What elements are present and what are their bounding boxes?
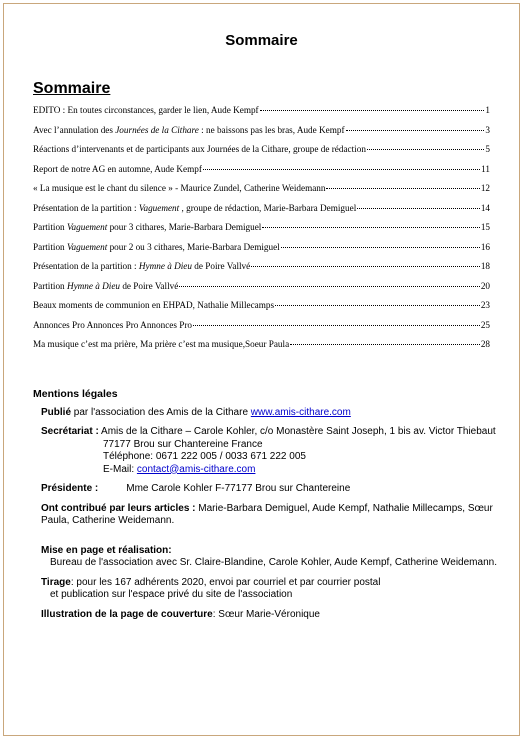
contributors: Ont contribué par leurs articles : Marie-Barbara Demiguel, Aude Kempf, Nathalie Millecamps, Sœur Paula, Catherine Weidemann. <box>41 502 493 526</box>
toc-item[interactable] <box>33 242 490 262</box>
toc-page-number: 1 <box>485 105 490 115</box>
toc-item-title: Avec l’annulation des Journées de la Cithare : ne baissons pas les bras, Aude Kempf <box>33 124 345 135</box>
toc-page-number: 5 <box>485 144 490 154</box>
leader-dots <box>281 247 480 248</box>
toc-heading: Sommaire <box>33 80 111 97</box>
layout-credits: Mise en page et réalisation: Bureau de l'association avec Sr. Claire-Blandine, Carole Kohler, Aude Kempf, Catherine Weidemann. <box>41 544 497 568</box>
legal-heading: Mentions légales <box>33 388 118 400</box>
leader-dots <box>275 305 480 306</box>
toc-item[interactable] <box>33 300 490 320</box>
leader-dots <box>290 344 480 345</box>
toc-item[interactable] <box>33 261 490 281</box>
toc-item-title: EDITO : En toutes circonstances, garder le lien, Aude Kempf <box>33 105 259 115</box>
toc-item-title: Partition Hymne à Dieu de Poire Vallvé <box>33 280 179 291</box>
toc-item-title: Réactions d’intervenants et de participants aux Journées de la Cithare, groupe de rédaction <box>33 144 366 154</box>
toc-item-title: Ma musique c’est ma prière, Ma prière c’est ma musique,Soeur Paula <box>33 339 290 349</box>
leader-dots <box>326 188 479 189</box>
toc-item-title: « La musique est le chant du silence » - Maurice Zundel, Catherine Weidemann <box>33 183 326 193</box>
published-by: Publié par l'association des Amis de la Cithare www.amis-cithare.com <box>41 406 351 418</box>
toc-item-title: Partition Vaguement pour 3 cithares, Marie-Barbara Demiguel <box>33 222 262 232</box>
page-title: Sommaire <box>225 32 298 49</box>
print-run: Tirage: pour les 167 adhérents 2020, envoi par courriel et par courrier postal et publication sur l'espace privé du site de l'association <box>41 576 381 600</box>
leader-dots <box>260 110 485 111</box>
legal-notice <box>33 388 503 628</box>
toc-item[interactable] <box>33 183 490 203</box>
toc-item[interactable] <box>33 164 490 184</box>
leader-dots <box>357 208 480 209</box>
toc-item[interactable] <box>33 203 490 223</box>
toc-page-number: 18 <box>480 261 490 271</box>
toc-item[interactable] <box>33 222 490 242</box>
toc-item-title: Partition Vaguement pour 2 ou 3 cithares, Marie-Barbara Demiguel <box>33 241 280 252</box>
presidente: Présidente : Mme Carole Kohler F-77177 Brou sur Chantereine <box>41 483 351 494</box>
leader-dots <box>193 325 480 326</box>
email-link[interactable]: contact@amis-cithare.com <box>136 463 256 475</box>
toc-page-number: 11 <box>481 163 490 174</box>
toc-page-number: 16 <box>480 241 490 252</box>
leader-dots <box>203 169 480 170</box>
leader-dots <box>346 130 485 131</box>
leader-dots <box>367 149 484 150</box>
toc-item-title: Présentation de la partition : Vaguement , groupe de rédaction, Marie-Barbara Demiguel <box>33 202 357 213</box>
toc-item[interactable] <box>33 125 490 145</box>
toc-item[interactable] <box>33 144 490 164</box>
toc-page-number: 20 <box>480 280 490 291</box>
toc-page-number: 14 <box>480 202 490 213</box>
toc-item-title: Présentation de la partition : Hymne à Dieu de Poire Vallvé <box>33 261 251 271</box>
toc-item[interactable] <box>33 339 490 359</box>
leader-dots <box>251 266 480 267</box>
toc-page-number: 15 <box>480 222 490 232</box>
toc-page-number: 25 <box>480 319 490 330</box>
document-page <box>3 3 520 736</box>
toc-item[interactable] <box>33 281 490 301</box>
toc-item-title: Annonces Pro Annonces Pro Annonces Pro <box>33 319 192 330</box>
cover-illustration: Illustration de la page de couverture: Sœur Marie-Véronique <box>41 608 320 620</box>
table-of-contents <box>33 105 490 359</box>
website-link[interactable]: www.amis-cithare.com <box>250 406 351 418</box>
toc-page-number: 28 <box>480 339 490 349</box>
toc-page-number: 3 <box>485 124 490 135</box>
leader-dots <box>179 286 480 287</box>
toc-page-number: 23 <box>480 300 490 310</box>
leader-dots <box>262 227 479 228</box>
toc-page-number: 12 <box>480 183 490 193</box>
toc-item[interactable] <box>33 320 490 340</box>
secretariat: Secrétariat : Amis de la Cithare – Carole Kohler, c/o Monastère Saint Joseph, 1 bis av. Victor Thiebaut 77177 Brou sur Chantereine France Téléphone: 0671 222 005 / 0033 671 222 005 E-Mail: contact@amis-cithare.com <box>41 426 496 475</box>
toc-item[interactable] <box>33 105 490 125</box>
toc-item-title: Beaux moments de communion en EHPAD, Nathalie Millecamps <box>33 300 275 310</box>
toc-item-title: Report de notre AG en automne, Aude Kempf <box>33 163 202 174</box>
